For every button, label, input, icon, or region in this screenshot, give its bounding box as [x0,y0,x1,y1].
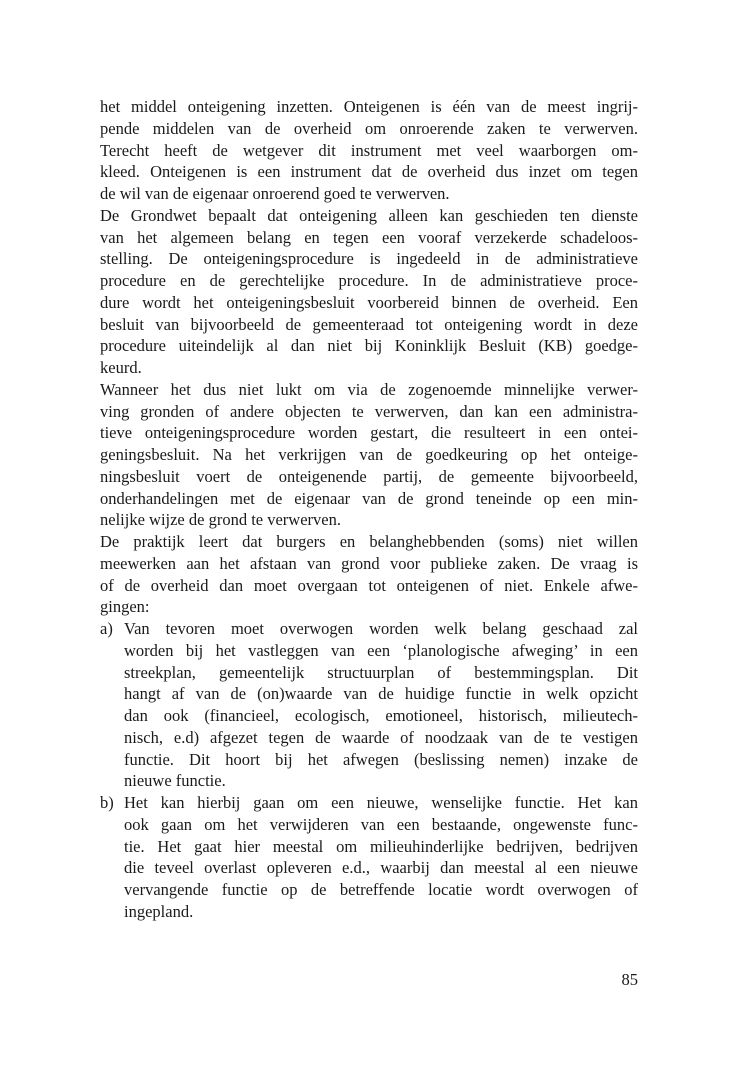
text-line: van het algemeen belang en tegen een vooraf verzekerde schadeloos- [100,227,638,247]
text-line: procedure en de gerechtelijke procedure. In de administratieve proce- [100,271,638,290]
text-line: ingepland. [124,901,194,921]
paragraph-1 [100,96,638,205]
text-line: De praktijk leert dat burgers en belanghebbenden (soms) niet willen [100,532,638,551]
text-line: streekplan, gemeentelijk structuurplan of bestemmingsplan. Dit [124,662,638,682]
text-line: de wil van de eigenaar onroerend goed te verwerven. [100,184,450,203]
text-line: nieuwe functie. [124,771,226,791]
text-line: nelijke wijze de grond te verwerven. [100,510,341,530]
text-line: hangt af van de (on)waarde van de huidige functie in welk opzicht [124,684,638,704]
text-line: De Grondwet bepaalt dat onteigening alleen kan geschieden ten dienste [100,205,638,225]
text-line: Terecht heeft de wetgever dit instrument met veel waarborgen om- [100,140,638,160]
text-line: nisch, e.d) afgezet tegen de waarde of noodzaak van de te vestigen [124,727,638,747]
text-line: functie. Dit hoort bij het afwegen (beslissing nemen) inzake de [124,749,638,769]
list-marker: b) [100,793,114,812]
text-line: Het kan hierbij gaan om een nieuwe, wenselijke functie. Het kan [124,793,638,812]
text-line: of de overheid dan moet overgaan tot onteigenen of niet. Enkele afwe- [100,575,638,595]
text-line: keurd. [100,358,142,377]
text-line: stelling. De onteigeningsprocedure is ingedeeld in de administratieve [100,249,638,269]
text-line: worden bij het vastleggen van een ‘planologische afweging’ in een [124,640,638,660]
list-item-a [100,618,638,792]
text-line: Van tevoren moet overwogen worden welk belang geschaad zal [124,619,638,638]
paragraph-4 [100,531,638,618]
text-line: tie. Het gaat hier meestal om milieuhinderlijke bedrijven, bedrijven [124,836,638,856]
text-line: onderhandelingen met de eigenaar van de grond teneinde op een min- [100,488,638,508]
text-line: kleed. Onteigenen is een instrument dat de overheid dus inzet om tegen [100,162,638,182]
text-line: het middel onteigening inzetten. Onteigenen is één van de meest ingrij- [100,97,638,116]
text-line: die teveel overlast opleveren e.d., waarbij dan meestal al een nieuwe [124,858,638,878]
text-line: ook gaan om het verwijderen van een bestaande, ongewenste func- [124,814,638,834]
paragraph-2 [100,205,638,379]
text-line: procedure uiteindelijk al dan niet bij Koninklijk Besluit (KB) goedge- [100,336,638,356]
text-line: dan ook (financieel, ecologisch, emotioneel, historisch, milieutech- [124,706,638,725]
text-line: gingen: [100,597,150,617]
text-line: tieve onteigeningsprocedure worden gestart, die resulteert in een ontei- [100,423,638,443]
text-line: meewerken aan het afstaan van grond voor publieke zaken. De vraag is [100,553,638,573]
text-line: besluit van bijvoorbeeld de gemeenteraad tot onteigening wordt in deze [100,314,638,334]
text-line: ving gronden of andere objecten te verwerven, dan kan een administra- [100,401,638,421]
list-marker: a) [100,619,113,638]
text-line: dure wordt het onteigeningsbesluit voorbereid binnen de overheid. Een [100,292,638,312]
paragraph-3 [100,379,638,531]
text-line: ningsbesluit voert de onteigenende partij, de gemeente bijvoorbeeld, [100,466,638,486]
list-item-b [100,792,638,923]
text-line: Wanneer het dus niet lukt om via de zogenoemde minnelijke verwer- [100,379,638,399]
text-line: vervangende functie op de betreffende locatie wordt overwogen of [124,880,638,899]
page-number: 85 [621,970,638,989]
text-line: pende middelen van de overheid om onroerende zaken te verwerven. [100,118,638,138]
body-text [100,96,638,923]
text-line: geningsbesluit. Na het verkrijgen van de goedkeuring op het onteige- [100,445,638,464]
